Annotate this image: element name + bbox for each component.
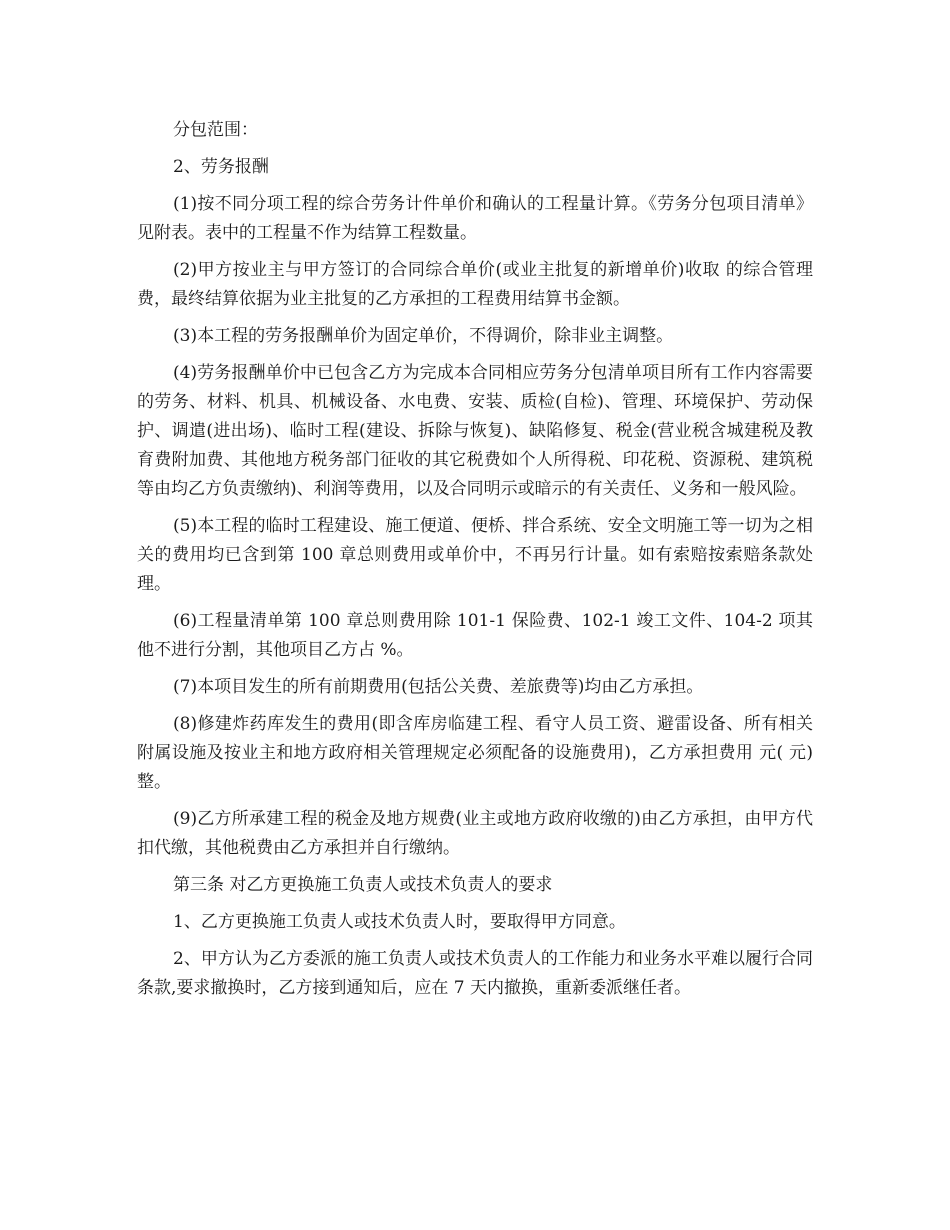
article-heading: 第三条 对乙方更换施工负责人或技术负责人的要求 <box>173 875 553 895</box>
paragraph-clause-1: (1)按不同分项工程的综合劳务计件单价和确认的工程量计算。《劳务分包项目清单》见附表。表中的工程量不作为结算工程数量。 <box>137 194 813 243</box>
paragraph-clause-7: (7)本项目发生的所有前期费用(包括公关费、差旅费等)均由乙方承担。 <box>173 677 704 697</box>
paragraph-scope: 分包范围： <box>173 120 258 140</box>
paragraph-clause-3: (3)本工程的劳务报酬单价为固定单价，不得调价，除非业主调整。 <box>173 326 674 346</box>
paragraph-clause-4: (4)劳务报酬单价中已包含乙方为完成本合同相应劳务分包清单项目所有工作内容需要的劳务、材料、机具、机械设备、水电费、安装、质检(自检)、管理、环境保护、劳动保护、调遣(进出场)、临时工程(建设、拆除与恢复)、缺陷修复、税金(营业税含城建税及教育费附加费、其他地方税务部门征收的其它税费如个人所得税、印花税、资源税、建筑税等由均乙方负责缴纳)、利润等费用，以及合同明示或暗示的有关责任、义务和一般风险。 <box>137 363 813 499</box>
paragraph-clause-5: (5)本工程的临时工程建设、施工便道、便桥、拌合系统、安全文明施工等一切为之相关的费用均已含到第 100 章总则费用或单价中，不再另行计量。如有索赔按索赔条款处理。 <box>137 516 813 594</box>
paragraph-section-heading: 2、劳务报酬 <box>173 157 269 177</box>
paragraph-clause-6: (6)工程量清单第 100 章总则费用除 101-1 保险费、102-1 竣工文件、104-2 项其他不进行分割，其他项目乙方占 %。 <box>137 611 813 660</box>
paragraph-requirement-1: 1、乙方更换施工负责人或技术负责人时，要取得甲方同意。 <box>173 912 626 932</box>
paragraph-requirement-2: 2、甲方认为乙方委派的施工负责人或技术负责人的工作能力和业务水平难以履行合同条款,要求撤换时，乙方接到通知后，应在 7 天内撤换，重新委派继任者。 <box>137 949 813 998</box>
paragraph-clause-8: (8)修建炸药库发生的费用(即含库房临建工程、看守人员工资、避雷设备、所有相关附属设施及按业主和地方政府相关管理规定必须配备的设施费用)，乙方承担费用 元( 元)整。 <box>137 714 813 792</box>
paragraph-clause-9: (9)乙方所承建工程的税金及地方规费(业主或地方政府收缴的)由乙方承担，由甲方代扣代缴，其他税费由乙方承担并自行缴纳。 <box>137 809 813 858</box>
paragraph-clause-2: (2)甲方按业主与甲方签订的合同综合单价(或业主批复的新增单价)收取 的综合管理费，最终结算依据为业主批复的乙方承担的工程费用结算书金额。 <box>137 260 813 309</box>
document-body <box>137 116 813 1011</box>
